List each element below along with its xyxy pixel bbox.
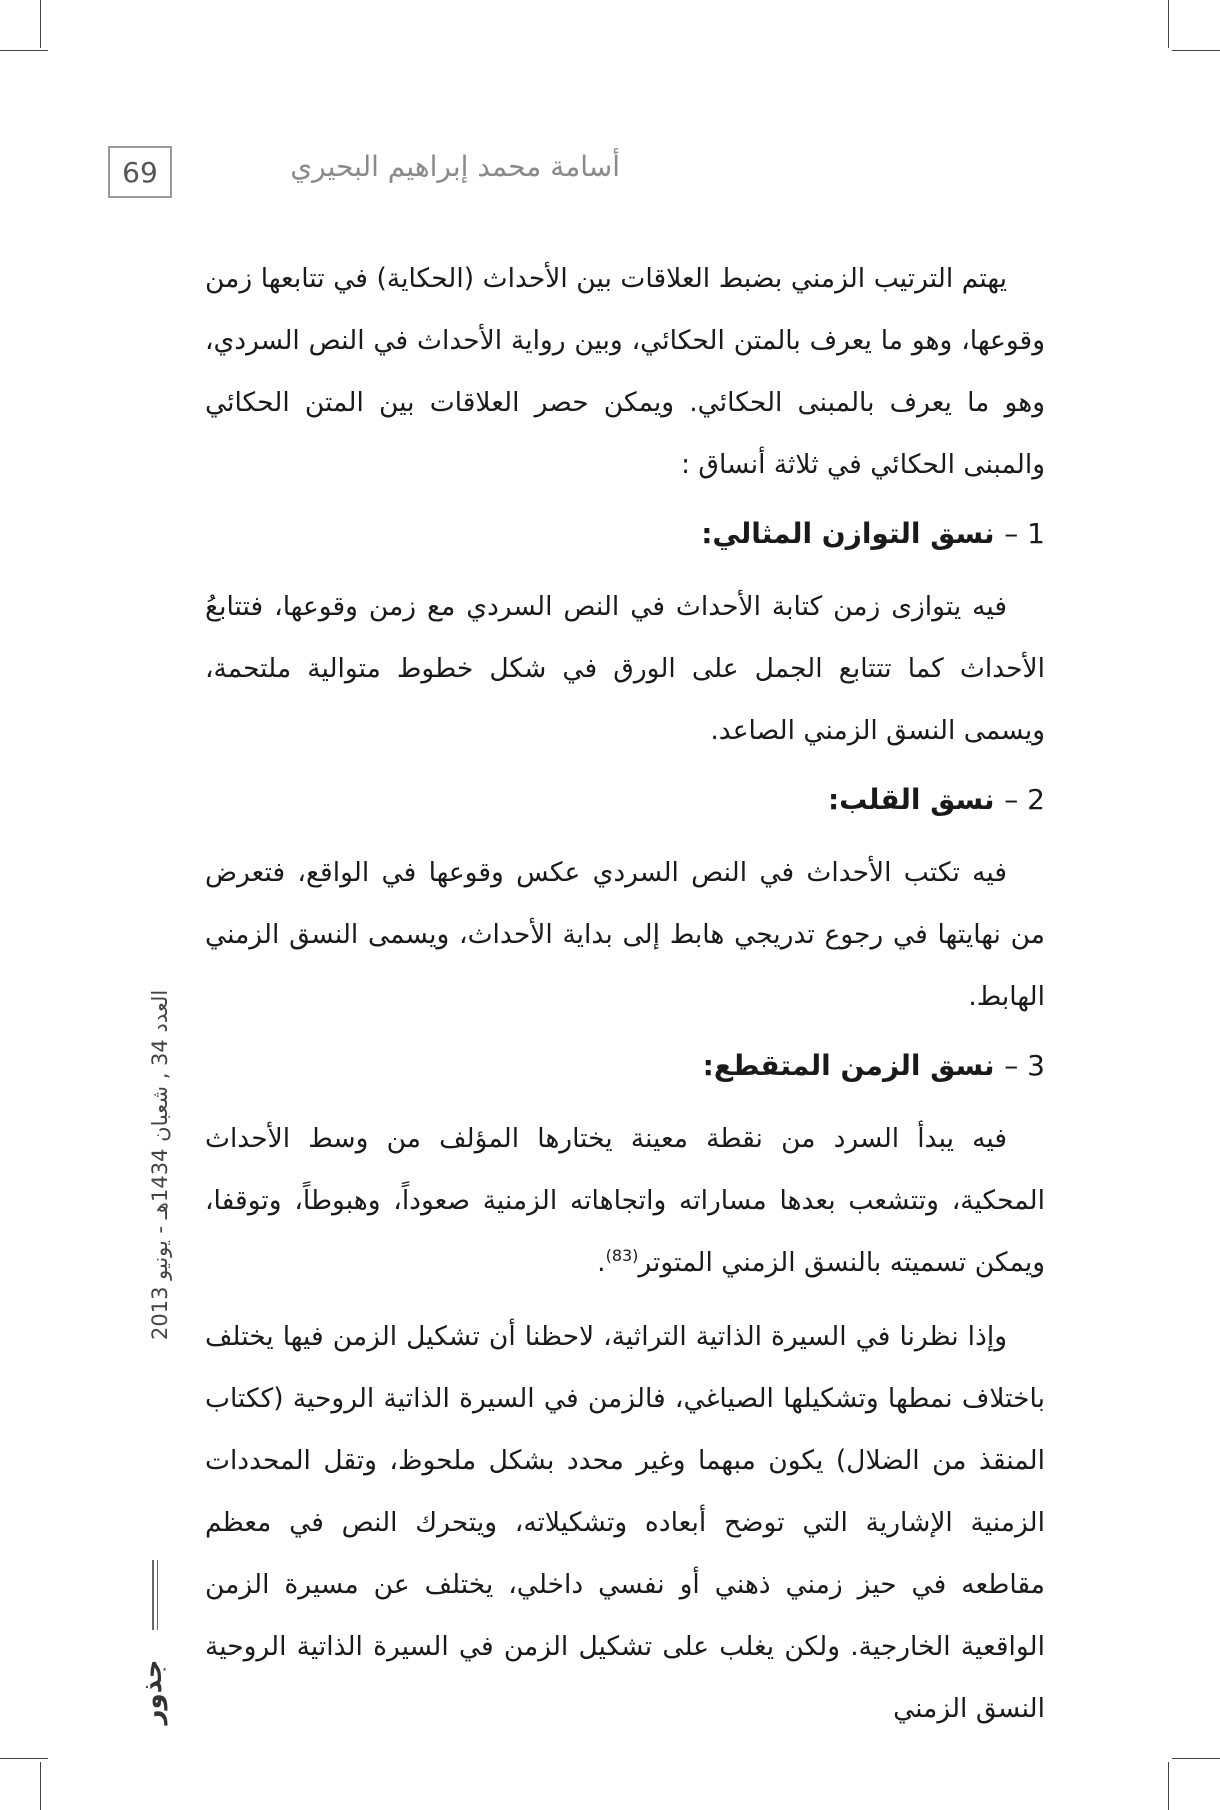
section-1-paragraph: فيه يتوازى زمن كتابة الأحداث في النص السردي مع زمن وقوعها، فتتابعُ الأحداث كما تتتابع الجمل على الورق في شكل خطوط متوالية ملتحمة، ويسمى النسق الزمني الصاعد. (205, 591, 1045, 746)
crop-mark (1168, 1762, 1169, 1810)
crop-mark (0, 50, 48, 51)
divider (157, 1560, 158, 1630)
closing-paragraph: وإذا نظرنا في السيرة الذاتية التراثية، لاحظنا أن تشكيل الزمن فيها يختلف باختلاف نمطها وتشكيلها الصياغي، فالزمن في السيرة الذاتية الروحية (ككتاب المنقذ من الضلال) يكون مبهما وغير محدد بشكل ملحوظ، وتقل المحددات الزمنية الإشارية التي توضح أبعاده وتشكيلاته، ويتحرك النص في معظم مقاطعه في حيز زمني ذهني أو نفسي داخلي، يختلف عن مسيرة الزمن الواقعية الخارجية. ولكن يغلب على تشكيل الزمن في السيرة الذاتية الروحية النسق الزمني (205, 1321, 1045, 1724)
section-title: نسق التوازن المثالي: (701, 517, 995, 550)
section-heading-3 (205, 1040, 1045, 1092)
section-number: 1 – (1004, 517, 1045, 550)
crop-mark (0, 1758, 48, 1759)
issue-info: العدد 34 , شعبان 1434هـ - يونيو 2013 (148, 989, 172, 1340)
footnote-ref[interactable]: (83) (605, 1246, 639, 1266)
page-number: 69 (108, 146, 172, 198)
section-title: نسق الزمن المتقطع: (702, 1049, 995, 1082)
section-number: 3 – (1004, 1049, 1045, 1082)
section-heading-1 (205, 508, 1045, 560)
section-2-paragraph: فيه تكتب الأحداث في النص السردي عكس وقوعها في الواقع، فتعرض من نهايتها في رجوع تدريجي هابط إلى بداية الأحداث، ويسمى النسق الزمني الهابط. (205, 857, 1045, 1012)
crop-mark (1172, 1758, 1220, 1759)
section-3-text: فيه يبدأ السرد من نقطة معينة يختارها المؤلف من وسط الأحداث المحكية، وتتشعب بعدها مساراته واتجاهاته الزمنية صعوداً، وهبوطاً، وتوقفا، ويمكن تسميته بالنسق الزمني المتوتر (205, 1123, 1045, 1278)
divider (152, 1560, 154, 1630)
section-title: نسق القلب: (827, 783, 995, 816)
intro-paragraph: يهتم الترتيب الزمني بضبط العلاقات بين الأحداث (الحكاية) في تتابعها زمن وقوعها، وهو ما يعرف بالمتن الحكائي، وبين رواية الأحداث في النص السردي، وهو ما يعرف بالمبنى الحكائي. ويمكن حصر العلاقات بين المتن الحكائي والمبنى الحكائي في ثلاثة أنساق : (205, 263, 1045, 480)
crop-mark (1168, 0, 1169, 48)
crop-mark (40, 0, 41, 48)
running-head-author: أسامة محمد إبراهيم البحيري (290, 150, 620, 183)
crop-mark (1172, 50, 1220, 51)
journal-logo: جذور (138, 1659, 168, 1725)
crop-mark (40, 1762, 41, 1810)
sentence-end: . (597, 1247, 606, 1278)
page-body (205, 248, 1045, 1752)
section-heading-2 (205, 774, 1045, 826)
section-number: 2 – (1004, 783, 1045, 816)
section-3-paragraph (205, 1108, 1045, 1294)
